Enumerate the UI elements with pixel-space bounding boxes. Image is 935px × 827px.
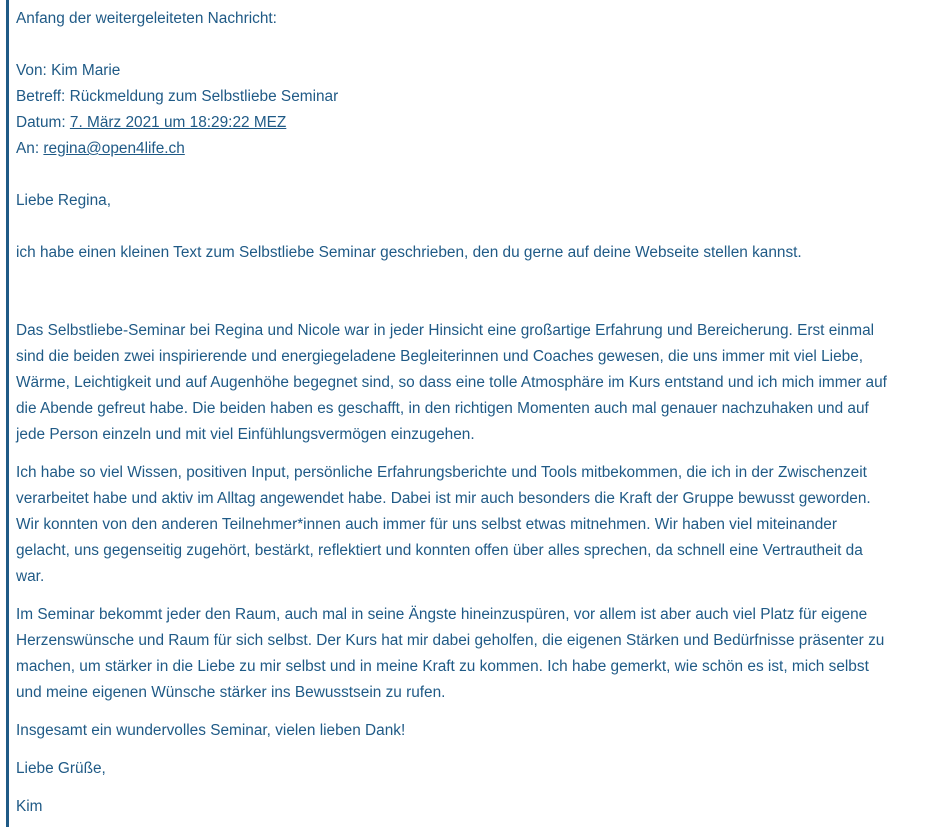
quote-bar — [6, 0, 9, 827]
to-email-link[interactable]: regina@open4life.ch — [43, 140, 185, 157]
paragraph-line: jede Person einzeln und mit viel Einfühlungsvermögen einzugehen. — [16, 426, 475, 443]
paragraph-line: Ich habe so viel Wissen, positiven Input, persönliche Erfahrungsberichte und Tools mitbekommen, die ich in der Zwischenzeit — [16, 464, 867, 481]
intro-text: ich habe einen kleinen Text zum Selbstliebe Seminar geschrieben, den du gerne auf deine Webseite stellen kannst. — [16, 244, 802, 261]
from-label: Von: — [16, 62, 47, 79]
sign-off: Liebe Grüße, — [16, 760, 106, 777]
signature: Kim — [16, 798, 43, 815]
paragraph-line: sind die beiden zwei inspirierende und energiegeladene Begleiterinnen und Coaches gewesen, die uns immer mit viel Liebe, — [16, 348, 864, 365]
paragraph-line: war. — [16, 568, 45, 585]
header-to — [16, 136, 931, 162]
paragraph-line: machen, um stärker in die Liebe zu mir selbst und in meine Kraft zu kommen. Ich habe gemerkt, wie schön es ist, mich selbst — [16, 658, 869, 675]
message-content — [16, 6, 931, 820]
paragraph-2 — [16, 460, 931, 590]
header-date — [16, 110, 931, 136]
paragraph-line: Im Seminar bekommt jeder den Raum, auch mal in seine Ängste hineinzuspüren, vor allem ist aber auch viel Platz für eigene — [16, 606, 868, 623]
subject-value: Rückmeldung zum Selbstliebe Seminar — [69, 88, 339, 105]
paragraph-line: Das Selbstliebe-Seminar bei Regina und Nicole war in jeder Hinsicht eine großartige Erfahrung und Bereicherung. Erst einmal — [16, 322, 875, 339]
closing-thanks: Insgesamt ein wundervolles Seminar, vielen lieben Dank! — [16, 722, 406, 739]
date-link[interactable]: 7. März 2021 um 18:29:22 MEZ — [69, 114, 287, 131]
to-label: An: — [16, 140, 40, 157]
date-label: Datum: — [16, 114, 66, 131]
subject-label: Betreff: — [16, 88, 66, 105]
from-value: Kim Marie — [51, 62, 121, 79]
paragraph-line: Wir konnten von den anderen Teilnehmer*innen auch immer für uns selbst etwas mitnehmen. Wir haben viel miteinander — [16, 516, 837, 533]
paragraph-line: Herzenswünsche und Raum für sich selbst. Der Kurs hat mir dabei geholfen, die eigenen Stärken und Bedürfnisse präsenter zu — [16, 632, 885, 649]
header-subject — [16, 84, 931, 110]
greeting: Liebe Regina, — [16, 192, 111, 209]
paragraph-line: und meine eigenen Wünsche stärker ins Bewusstsein zu rufen. — [16, 684, 446, 701]
forward-intro: Anfang der weitergeleiteten Nachricht: — [16, 10, 277, 27]
paragraph-3 — [16, 602, 931, 706]
paragraph-line: gelacht, uns gegenseitig zugehört, bestärkt, reflektiert und konnten offen über alles sprechen, da schnell eine Vertrautheit da — [16, 542, 863, 559]
paragraph-line: Wärme, Leichtigkeit und auf Augenhöhe begegnet sind, so dass eine tolle Atmosphäre im Kurs entstand und ich mich immer auf — [16, 374, 887, 391]
header-from — [16, 58, 931, 84]
paragraph-1 — [16, 318, 931, 448]
paragraph-line: die Abende gefreut habe. Die beiden haben es geschafft, in den richtigen Momenten auch mal genauer nachzuhaken und auf — [16, 400, 869, 417]
paragraph-line: verarbeitet habe und aktiv im Alltag angewendet habe. Dabei ist mir auch besonders die Kraft der Gruppe bewusst geworden. — [16, 490, 871, 507]
